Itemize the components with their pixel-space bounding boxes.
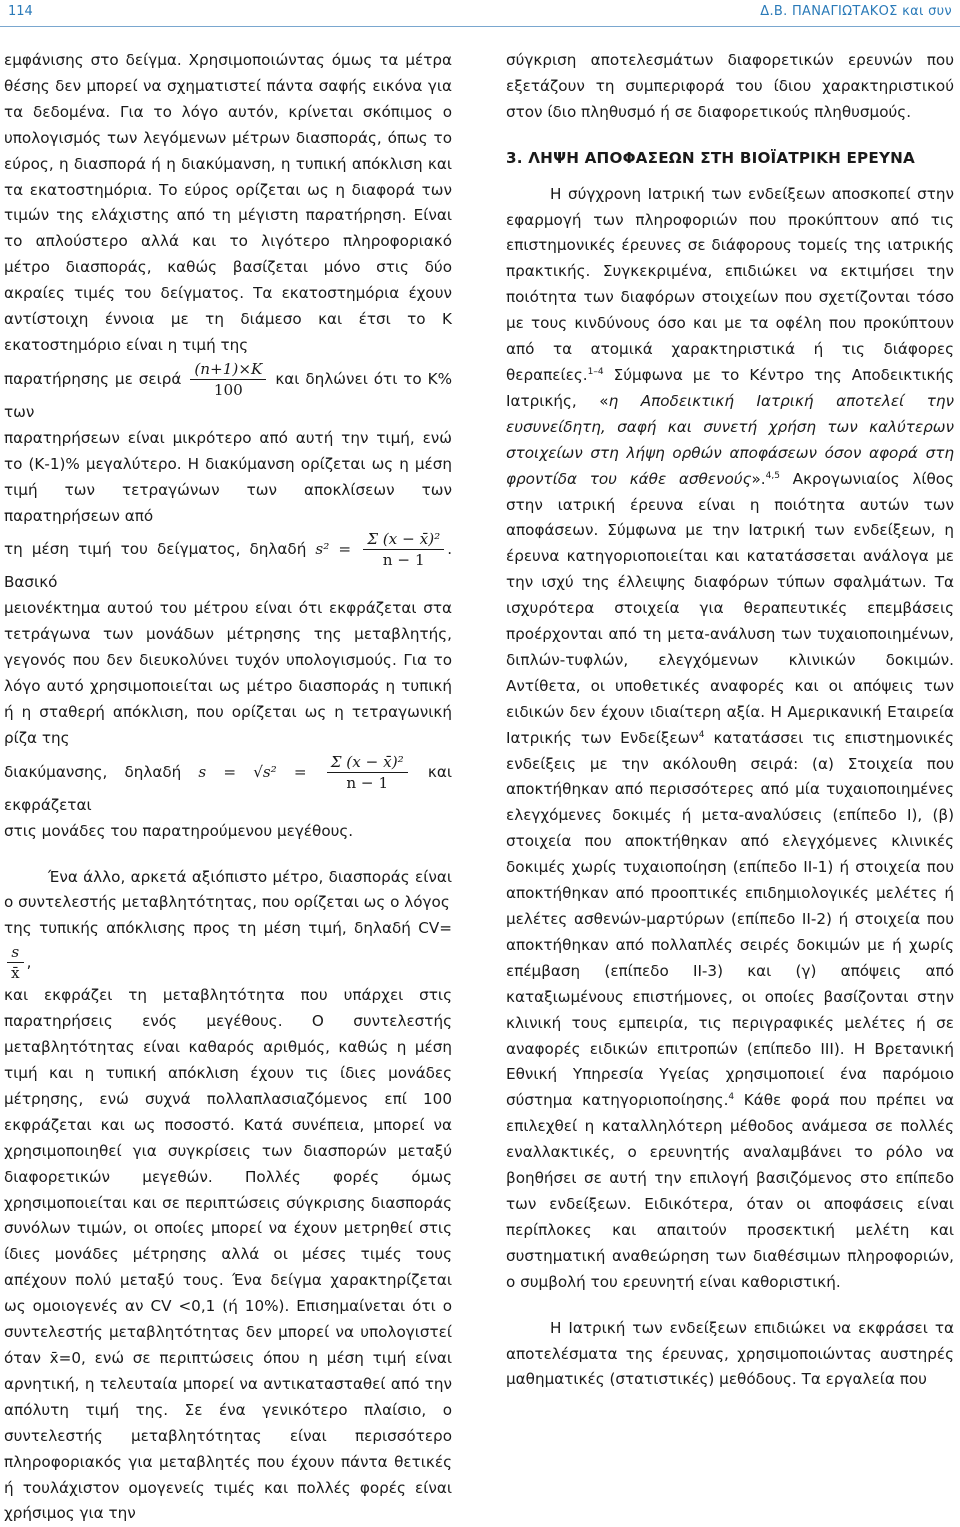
fraction-denominator: x̄	[11, 964, 20, 983]
cv-formula-line	[4, 916, 452, 983]
paragraph	[4, 596, 452, 751]
citation: 4	[728, 1092, 735, 1103]
section-title: 3. ΛΗΨΗ ΑΠΟΦΑΣΕΩΝ ΣΤΗ ΒΙΟΪΑΤΡΙΚΗ ΕΡΕΥΝΑ	[506, 148, 916, 167]
header-rule	[0, 26, 960, 27]
page-header	[0, 0, 960, 36]
text: της τυπικής απόκλισης προς τη μέση τιμή, δηλαδή CV=	[4, 919, 452, 938]
text: Ένα άλλο, αρκετά αξιόπιστο μέτρο, διασποράς είναι ο συντελεστής μεταβλητότητας, που ορίζεται ως ο λόγος	[4, 867, 452, 912]
percentile-formula-line	[4, 359, 452, 426]
sd-symbol: s = √s² =	[198, 762, 307, 781]
paragraph	[4, 426, 452, 530]
paragraph	[506, 48, 954, 126]
text: ».	[751, 469, 766, 488]
citation: 1–4	[587, 366, 604, 377]
spacer	[4, 845, 452, 865]
paragraph	[4, 983, 452, 1527]
text: στις μονάδες του παρατηρούμενου μεγέθους.	[4, 821, 354, 840]
variance-formula-line	[4, 529, 452, 596]
sd-fraction	[327, 752, 408, 793]
text: και εκφράζεται	[4, 762, 452, 814]
spacer	[506, 172, 954, 182]
text: κατατάσσει τις επιστημονικές ενδείξεις με την ακόλουθη σειρά: (α) Στοιχεία που αποκτήθηκαν από περισσότερες από μία τυχαιοποιημένες ελεγχόμενες δοκιμές ή μετα-αναλύσεις (επίπεδο Ι), (β) στοιχεία που αποκτήθηκαν από ελεγχόμενες κλινικές δοκιμές χωρίς τυχαιοποίηση (επίπεδο ΙΙ-1) ή στοιχεία που αποκτήθηκαν από προοπτικές επιδημιολογικές μελέτες ή μελέτες ασθενών-μαρτύρων (επίπεδο ΙΙ-2) ή στοιχεία που αποκτήθηκαν από πολλαπλές σειρές δοκιμών με ή χωρίς επέμβαση (επίπεδο ΙΙ-3) και (γ) απόψεις από καταξιωμένους επιστήμονες, οι οποίες βασίζονται στην κλινική τους εμπειρία, τις περιγραφικές μελέτες ή σε αναφορές ειδικών επιτροπών (επίπεδο ΙΙΙ). Η Βρετανική Εθνική Υπηρεσία Υγείας χρησιμοποιεί ένα παρόμοιο σύστημα κατηγοριοποίησης.	[506, 728, 954, 1110]
text: εμφάνισης στο δείγμα. Χρησιμοποιώντας όμως τα μέτρα θέσης δεν μπορεί να σχηματιστεί πάντα σαφής εικόνα για τα δεδομένα. Για το λόγο αυτόν, κρίνεται σκόπιμος ο υπολογισμός των λεγόμενων μέτρων διασποράς, όπως το εύρος, η διασπορά ή η διακύμανση, η τυπική απόκλιση και τα εκατοστημόρια. Το εύρος ορίζεται ως η διαφορά των τιμών της ελάχιστης από τη μέγιστη παρατήρηση. Είναι το απλούστερο αλλά και το λιγότερο πληροφοριακό μέτρο διασποράς, καθώς βασίζεται μόνο στις δύο ακραίες τιμές του δείγματος. Τα εκατοστημόρια έχουν αντίστοιχη έννοια με τη διάμεσο και έτσι το Κ εκατοστημόριο είναι η τιμή της	[4, 51, 452, 354]
text: και εκφράζει τη μεταβλητότητα που υπάρχει στις παρατηρήσεις ενός μεγέθους. Ο συντελεστής μεταβλητότητας είναι καθαρός αριθμός, καθώς η μέση τιμή και η τυπική απόκλιση έχουν τις ίδιες μονάδες μέτρησης, ενώ συχνά πολλαπλασιαζόμενος επί 100 εκφράζεται και ως ποσοστό. Κατά συνέπεια, μπορεί να χρησιμοποιηθεί για συγκρίσεις των διασπορών μεταξύ διαφορετικών μεγεθών. Πολλές φορές όμως χρησιμοποιείται και σε περιπτώσεις σύγκρισης διασποράς συνόλων τιμών, οι οποίες μπορεί να έχουν μετρηθεί στις ίδιες μονάδες μέτρησης αλλά οι μέσες τιμές τους απέχουν πολύ μεταξύ τους. Ένα δείγμα χαρακτηρίζεται ως ομοιογενές αν CV <0,1 (ή 10%). Επισημαίνεται ότι ο συντελεστής μεταβλητότητας δεν μπορεί να υπολογιστεί όταν x̄=0, ενώ σε περιπτώσεις όπου η μέση τιμή είναι αρνητική, η τελευταία μπορεί να αντικατασταθεί από την απόλυτη τιμή της. Σε ένα γενικότερο πλαίσιο, ο συντελεστής μεταβλητότητας είναι περισσότερο πληροφοριακός για μεταβλητές που έχουν πάντα θετικές ή τουλάχιστον ομογενείς τιμές και πολλές φορές είναι χρήσιμος για την	[4, 986, 452, 1523]
citation: 4	[698, 729, 705, 740]
citation: 4,5	[765, 470, 780, 481]
text: και δηλώνει ότι το Κ% των	[4, 369, 453, 421]
fraction-denominator: n − 1	[382, 551, 425, 570]
left-column	[4, 48, 452, 1527]
text: Σύμφωνα με το Κέντρο της Αποδεικτικής Ιατρικής, «	[506, 365, 954, 410]
quotation: η Αποδεικτική Ιατρική αποτελεί την ευσυνείδητη, σαφή και συνετή χρήση των καλύτερων στοιχείων στη λήψη ορθών αποφάσεων όσον αφορά στη φροντίδα του κάθε ασθενούς	[506, 391, 954, 488]
fraction-numerator: (n+1)×K	[190, 359, 266, 380]
text: μειονέκτημα αυτού του μέτρου είναι ότι εκφράζεται στα τετράγωνα των μονάδων μέτρησης της μεταβλητής, γεγονός που δεν διευκολύνει τυχόν υπολογισμούς. Για το λόγο αυτό χρησιμοποιείται ως μέτρο διασποράς η τυπική ή η σταθερή απόκλιση, που ορίζεται ως η τετραγωνική ρίζα της	[4, 599, 452, 747]
text: σύγκριση αποτελεσμάτων διαφορετικών ερευνών που εξετάζουν τη συμπεριφορά του ίδιου χαρακτηριστικού στον ίδιο πληθυσμό ή σε διαφορετικούς πληθυσμούς.	[506, 51, 954, 121]
paragraph	[4, 48, 452, 359]
fraction-denominator: n − 1	[346, 773, 389, 792]
fraction-numerator: s	[7, 942, 24, 963]
running-head: Δ.Β. ΠΑΝΑΓΙΩΤΑΚΟΣ και συν	[760, 4, 952, 19]
paragraph	[506, 1316, 954, 1394]
text: Ακρογωνιαίος λίθος στην ιατρική έρευνα είναι η ποιότητα αυτών των αποφάσεων. Σύμφωνα με την Ιατρική των ενδείξεων, η έρευνα κατηγοριοποιείται και κατατάσσεται ανάλογα με την ισχύ της έλλειψης διαφόρων τύπων σφαλμάτων. Τα ισχυρότερα στοιχεία για θεραπευτικές επεμβάσεις προέρχονται από τη μετα-ανάλυση των τυχαιοποιημένων, διπλών-τυφλών, ελεγχόμενων κλινικών δοκιμών. Αντίθετα, οι υποθετικές αναφορές και οι απόψεις των ειδικών δεν έχουν ιδιαίτερη αξία. Η Αμερικανική Εταιρεία Ιατρικής των Ενδείξεων	[506, 469, 954, 747]
percentile-fraction	[190, 359, 266, 400]
fraction-numerator: Σ (x − x̄)²	[363, 529, 444, 550]
variance-symbol: s² =	[315, 540, 352, 559]
paragraph	[4, 865, 452, 917]
text: Η Ιατρική των ενδείξεων επιδιώκει να εκφράσει τα αποτελέσματα της έρευνας, χρησιμοποιώντας αυστηρές μαθηματικές (στατιστικές) μεθόδους. Τα εργαλεία που	[506, 1318, 954, 1389]
text: παρατήρησης με σειρά	[4, 369, 182, 388]
text: . Βασικό	[4, 540, 453, 592]
sd-formula-line	[4, 752, 452, 819]
fraction-numerator: Σ (x − x̄)²	[327, 752, 408, 773]
cv-fraction	[7, 942, 24, 983]
paragraph	[506, 182, 954, 1296]
text: παρατηρήσεων είναι μικρότερο από αυτή την τιμή, ενώ το (Κ-1)% μεγαλύτερο. Η διακύμανση ορίζεται ως η μέση τιμή των τετραγώνων των αποκλίσεων των παρατηρήσεων από	[4, 428, 452, 525]
right-column	[506, 48, 954, 1393]
text: διακύμανσης, δηλαδή	[4, 762, 182, 781]
fraction-denominator: 100	[213, 380, 243, 399]
spacer	[506, 1296, 954, 1316]
spacer	[506, 126, 954, 146]
paragraph	[4, 819, 452, 845]
variance-fraction	[363, 529, 444, 570]
text: τη μέση τιμή του δείγματος, δηλαδή	[4, 540, 307, 559]
text: Η σύγχρονη Ιατρική των ενδείξεων αποσκοπεί στην εφαρμογή των πληροφοριών που προκύπτουν από τις επιστημονικές έρευνες σε διάφορους τομείς της ιατρικής πρακτικής. Συγκεκριμένα, επιδιώκει να εκτιμήσει την ποιότητα των διαφόρων στοιχείων που σχετίζονται τόσο με τους κινδύνους όσο και με τα οφέλη που προκύπτουν από τα ατομικά χαρακτηριστικά ή τις διάφορες θεραπείες.	[506, 184, 954, 384]
text: Κάθε φορά που πρέπει να επιλεχθεί η καταλληλότερη μέθοδος ανάμεσα σε πολλές εναλλακτικές, ο ερευνητής αναλαμβάνει το ρόλο να βοηθήσει σε αυτή την επιλογή βασιζόμενος στο επίπεδο των ενδείξεων. Ειδικότερα, όταν οι αποφάσεις είναι περίπλοκες και απαιτούν προσεκτική μελέτη και συστηματική αναθεώρηση των διαθέσιμων πληροφοριών, ο συμβολή του ερευνητή είναι καθοριστική.	[506, 1091, 954, 1291]
text: ,	[26, 953, 32, 972]
page-number: 114	[8, 4, 33, 19]
